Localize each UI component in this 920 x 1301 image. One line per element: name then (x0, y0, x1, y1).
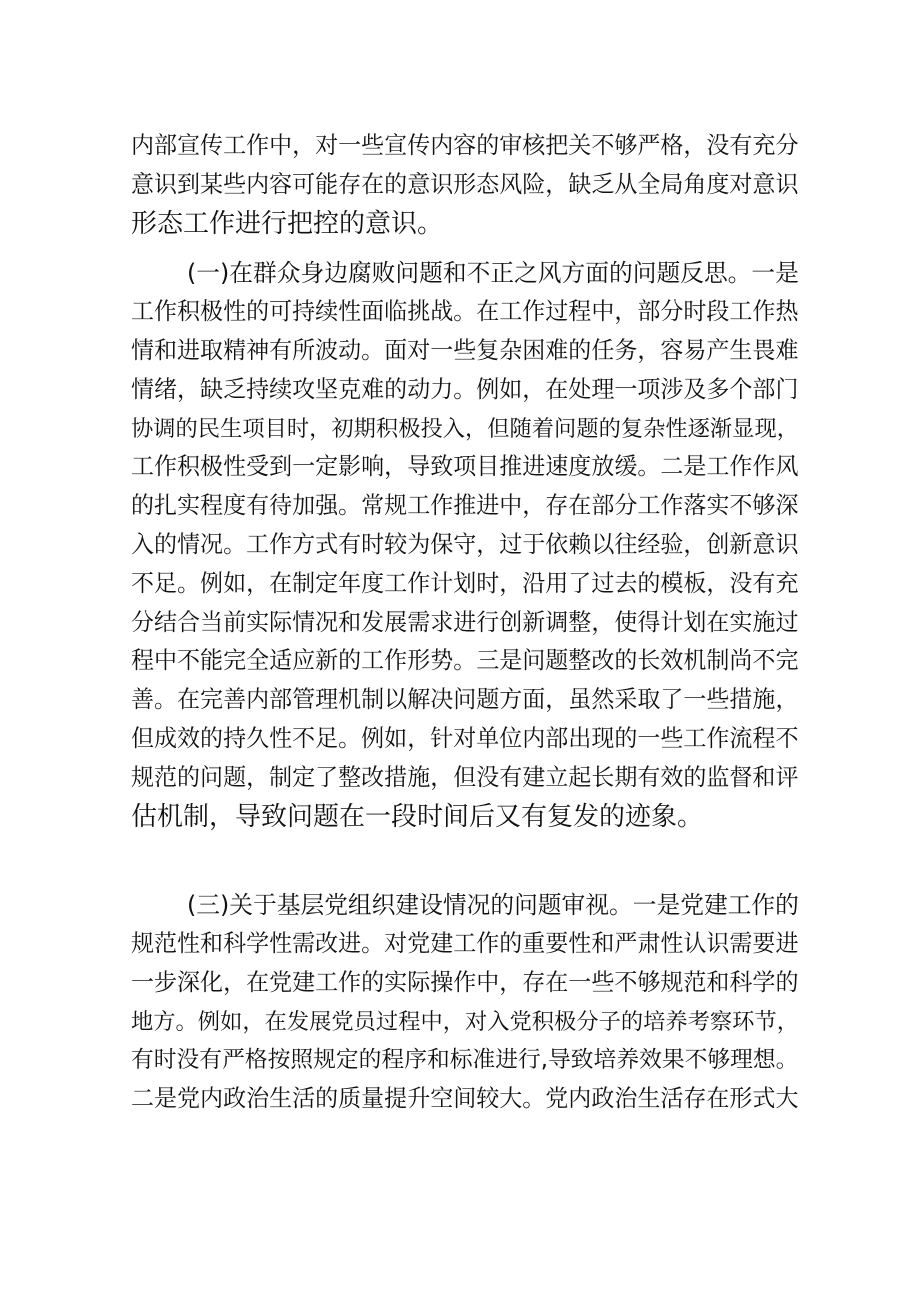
paragraph-1 (131, 127, 799, 243)
text-line: 不足。例如，在制定年度工作计划时，沿用了过去的模板，没有充 (131, 570, 799, 597)
text-line: 情绪，缺乏持续攻坚克难的动力。例如，在处理一项涉及多个部门 (131, 376, 799, 403)
text-line: 一步深化，在党建工作的实际操作中，存在一些不够规范和科学的 (131, 969, 799, 996)
text-line: 意识到某些内容可能存在的意识形态风险，缺乏从全局角度对意识 (131, 171, 799, 198)
paragraph-3 (131, 886, 799, 1119)
text-line: 地方。例如，在发展党员过程中，对入党积极分子的培养考察环节， (131, 1008, 799, 1035)
text-line: 有时没有严格按照规定的程序和标准进行,导致培养效果不够理想。 (131, 1047, 799, 1074)
text-line: 分结合当前实际情况和发展需求进行创新调整，使得计划在实施过 (131, 609, 799, 636)
paragraph-2 (131, 254, 799, 875)
text-line: 形态工作进行把控的意识。 (131, 208, 444, 239)
text-line: 但成效的持久性不足。例如，针对单位内部出现的一些工作流程不 (131, 725, 799, 752)
document-body (131, 127, 799, 1119)
text-line: 入的情况。工作方式有时较为保守，过于依赖以往经验，创新意识 (131, 531, 799, 558)
text-line: 工作积极性的可持续性面临挑战。在工作过程中，部分时段工作热 (131, 299, 799, 326)
text-line: 的扎实程度有待加强。常规工作推进中，存在部分工作落实不够深 (131, 493, 799, 520)
text-line: 协调的民生项目时，初期积极投入，但随着问题的复杂性逐渐显现， (131, 415, 799, 442)
text-line: (三)关于基层党组织建设情况的问题审视。一是党建工作的 (187, 891, 799, 920)
text-line: 规范的问题，制定了整改措施，但没有建立起长期有效的监督和评 (131, 764, 799, 791)
text-line: 规范性和科学性需改进。对党建工作的重要性和严肃性认识需要进 (131, 930, 799, 957)
text-line (131, 836, 799, 875)
text-line: 内部宣传工作中，对一些宣传内容的审核把关不够严格，没有充分 (131, 133, 799, 159)
text-line: 善。在完善内部管理机制以解决问题方面，虽然采取了一些措施， (131, 687, 799, 714)
text-line: (一)在群众身边腐败问题和不正之风方面的问题反思。一是 (187, 259, 799, 288)
text-line: 情和进取精神有所波动。面对一些复杂困难的任务，容易产生畏难 (131, 337, 799, 364)
text-line: 估机制，导致问题在一段时间后又有复发的迹象。 (131, 801, 704, 832)
text-line: 二是党内政治生活的质量提升空间较大。党内政治生活存在形式大 (131, 1086, 799, 1113)
text-line: 程中不能完全适应新的工作形势。三是问题整改的长效机制尚不完 (131, 648, 799, 675)
text-line: 工作积极性受到一定影响，导致项目推进速度放缓。二是工作作风 (131, 454, 799, 481)
